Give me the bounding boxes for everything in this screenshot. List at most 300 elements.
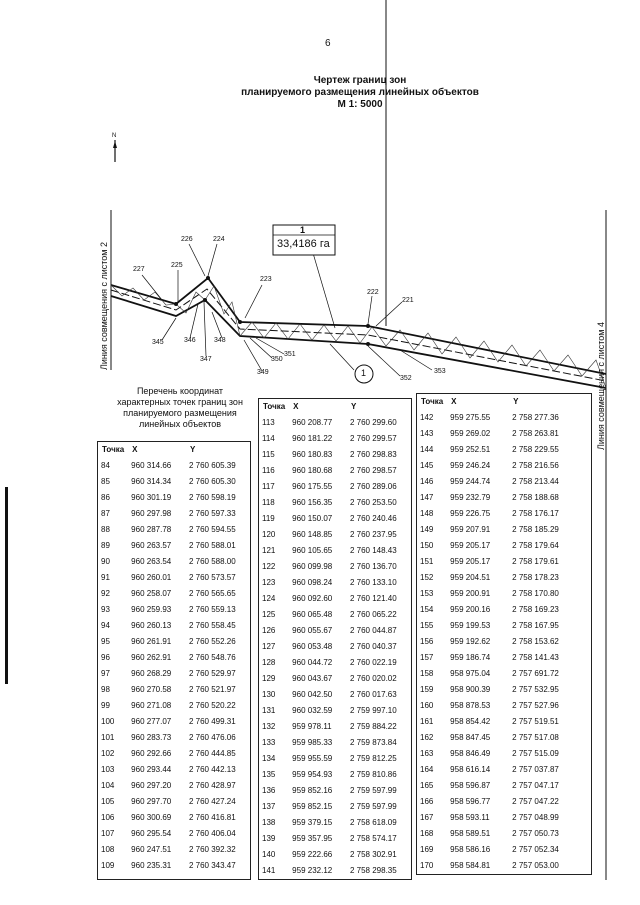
- table-row: [417, 681, 577, 697]
- table-row: [259, 798, 411, 814]
- x-coordinate-cell: 959 252.51: [450, 444, 491, 454]
- table-row: [259, 414, 411, 430]
- point-id-cell: 138: [262, 817, 276, 827]
- y-coordinate-cell: 2 758 170.80: [512, 588, 559, 598]
- x-coordinate-cell: 960 092.60: [292, 593, 333, 603]
- table-row: [417, 505, 577, 521]
- x-coordinate-cell: 958 900.39: [450, 684, 491, 694]
- point-id-cell: 102: [101, 748, 115, 758]
- y-coordinate-cell: 2 757 517.08: [512, 732, 559, 742]
- table-row: [98, 617, 250, 633]
- point-id-cell: 154: [420, 604, 434, 614]
- table-row: [259, 542, 411, 558]
- x-coordinate-cell: 960 301.19: [131, 492, 172, 502]
- table-row: [98, 473, 250, 489]
- table-row: [417, 841, 577, 857]
- x-coordinate-cell: 960 295.54: [131, 828, 172, 838]
- x-coordinate-cell: 959 357.95: [292, 833, 333, 843]
- table-row: [417, 649, 577, 665]
- y-coordinate-cell: 2 759 597.99: [349, 801, 397, 811]
- table-row: [417, 793, 577, 809]
- x-coordinate-cell: 960 148.85: [292, 529, 333, 539]
- y-coordinate-cell: 2 759 873.84: [349, 737, 397, 747]
- y-coordinate-cell: 2 758 178.23: [512, 572, 559, 582]
- point-id-cell: 120: [262, 529, 276, 539]
- point-id-cell: 118: [262, 497, 275, 507]
- table-row: [98, 841, 250, 857]
- right-matchline-label: Линия совмещения с листом 4: [596, 322, 606, 450]
- table-row: [259, 782, 411, 798]
- coordinates-table-2: [258, 398, 412, 880]
- y-coordinate-cell: 2 760 588.00: [188, 556, 236, 566]
- zone-callout-number: 1: [300, 225, 306, 235]
- x-coordinate-cell: 960 262.91: [131, 652, 172, 662]
- y-coordinate-cell: 2 760 588.01: [188, 540, 236, 550]
- x-coordinate-cell: 959 207.91: [450, 524, 491, 534]
- table-row: [98, 505, 250, 521]
- y-coordinate-cell: 2 760 594.55: [188, 524, 236, 534]
- y-coordinate-cell: 2 760 442.13: [188, 764, 236, 774]
- x-coordinate-cell: 958 586.16: [450, 844, 491, 854]
- table-row: [417, 553, 577, 569]
- y-coordinate-cell: 2 758 574.17: [349, 833, 397, 843]
- x-coordinate-cell: 959 955.59: [292, 753, 333, 763]
- table-row: [259, 494, 411, 510]
- table-row: [259, 622, 411, 638]
- table-row: [417, 777, 577, 793]
- point-label: 348: [214, 337, 226, 344]
- x-coordinate-cell: 959 244.74: [450, 476, 491, 486]
- point-id-cell: 125: [262, 609, 276, 619]
- point-id-cell: 140: [262, 849, 276, 859]
- point-222: [366, 324, 370, 328]
- x-coordinate-cell: 960 287.78: [131, 524, 172, 534]
- table-row: [417, 441, 577, 457]
- table-row: [417, 521, 577, 537]
- y-coordinate-cell: 2 760 605.30: [188, 476, 236, 486]
- drawing-title-line1: Чертеж границ зон: [313, 75, 407, 86]
- table-row: [98, 633, 250, 649]
- point-id-cell: 127: [262, 641, 276, 651]
- x-coordinate-cell: 959 199.53: [450, 620, 491, 630]
- table-row: [417, 617, 577, 633]
- y-coordinate-cell: 2 758 185.29: [512, 524, 559, 534]
- y-coordinate-cell: 2 760 427.24: [188, 796, 236, 806]
- x-coordinate-cell: 960 270.58: [131, 684, 172, 694]
- y-coordinate-cell: 2 760 040.37: [349, 641, 397, 651]
- table-row: [259, 574, 411, 590]
- y-coordinate-cell: 2 757 519.51: [512, 716, 559, 726]
- table-row: [259, 558, 411, 574]
- y-coordinate-cell: 2 760 298.83: [349, 449, 397, 459]
- y-coordinate-cell: 2 760 148.43: [349, 545, 397, 555]
- x-coordinate-cell: 960 044.72: [292, 657, 333, 667]
- point-id-cell: 166: [420, 796, 434, 806]
- table-row: [259, 846, 411, 862]
- point-id-cell: 106: [101, 812, 115, 822]
- x-coordinate-cell: 960 297.98: [131, 508, 172, 518]
- point-id-cell: 161: [420, 716, 434, 726]
- y-coordinate-cell: 2 760 298.57: [349, 465, 397, 475]
- coordinates-table-3: [416, 393, 592, 875]
- table-row: [259, 862, 411, 878]
- point-id-cell: 98: [101, 684, 110, 694]
- point-id-cell: 137: [262, 801, 276, 811]
- x-coordinate-cell: 960 268.29: [131, 668, 172, 678]
- point-id-cell: 158: [420, 668, 434, 678]
- point-id-cell: 109: [101, 860, 115, 870]
- point-id-cell: 93: [101, 604, 110, 614]
- y-coordinate-cell: 2 757 037.87: [512, 764, 559, 774]
- table-row: [417, 761, 577, 777]
- table-row: [259, 814, 411, 830]
- point-id-cell: 141: [262, 865, 276, 875]
- table-row: [417, 457, 577, 473]
- y-coordinate-cell: 2 760 428.97: [188, 780, 236, 790]
- point-id-cell: 128: [262, 657, 276, 667]
- table-row: [417, 729, 577, 745]
- col-x: X: [293, 402, 299, 411]
- table-row: [259, 526, 411, 542]
- table-row: [98, 681, 250, 697]
- point-id-cell: 156: [420, 636, 434, 646]
- x-coordinate-cell: 958 596.87: [450, 780, 491, 790]
- y-coordinate-cell: 2 758 302.91: [349, 849, 397, 859]
- point-id-cell: 139: [262, 833, 276, 843]
- zone-callout-area: 33,4186 га: [277, 238, 330, 250]
- point-id-cell: 147: [420, 492, 434, 502]
- col-x: X: [451, 397, 457, 406]
- point-id-cell: 157: [420, 652, 434, 662]
- table-row: [417, 409, 577, 425]
- point-id-cell: 143: [420, 428, 434, 438]
- tables-caption: [110, 386, 250, 430]
- x-coordinate-cell: 959 186.74: [450, 652, 491, 662]
- col-point: Точка: [263, 402, 286, 411]
- north-label: N: [112, 133, 117, 139]
- y-coordinate-cell: 2 758 298.35: [349, 865, 397, 875]
- point-id-cell: 155: [420, 620, 434, 630]
- point-id-cell: 167: [420, 812, 434, 822]
- y-coordinate-cell: 2 758 618.09: [349, 817, 397, 827]
- table-row: [259, 654, 411, 670]
- x-coordinate-cell: 959 200.16: [450, 604, 491, 614]
- point-id-cell: 96: [101, 652, 110, 662]
- point-id-cell: 144: [420, 444, 434, 454]
- y-coordinate-cell: 2 759 997.10: [349, 705, 397, 715]
- point-223: [238, 320, 242, 324]
- y-coordinate-cell: 2 760 520.22: [188, 700, 236, 710]
- point-id-cell: 108: [101, 844, 115, 854]
- point-id-cell: 101: [101, 732, 115, 742]
- table-row: [259, 734, 411, 750]
- y-coordinate-cell: 2 760 136.70: [349, 561, 397, 571]
- x-coordinate-cell: 958 593.11: [450, 812, 490, 822]
- table-row: [417, 745, 577, 761]
- table-row: [98, 697, 250, 713]
- y-coordinate-cell: 2 760 598.19: [188, 492, 236, 502]
- x-coordinate-cell: 960 180.68: [292, 465, 333, 475]
- point-id-cell: 163: [420, 748, 434, 758]
- table-row: [259, 510, 411, 526]
- col-y: Y: [189, 445, 196, 454]
- table-row: [417, 809, 577, 825]
- table-row: [98, 761, 250, 777]
- table-row: [417, 473, 577, 489]
- y-coordinate-cell: 2 757 691.72: [512, 668, 559, 678]
- x-coordinate-cell: 960 043.67: [292, 673, 333, 683]
- y-coordinate-cell: 2 758 213.44: [512, 476, 559, 486]
- y-coordinate-cell: 2 758 216.56: [512, 460, 559, 470]
- point-id-cell: 145: [420, 460, 434, 470]
- table-row: [259, 430, 411, 446]
- table-row: [417, 537, 577, 553]
- x-coordinate-cell: 960 042.50: [292, 689, 333, 699]
- point-label: 352: [400, 375, 412, 382]
- point-label: 226: [181, 236, 193, 243]
- point-id-cell: 90: [101, 556, 110, 566]
- table-row: [98, 457, 250, 473]
- x-coordinate-cell: 959 204.51: [450, 572, 491, 582]
- x-coordinate-cell: 960 150.07: [292, 513, 333, 523]
- y-coordinate-cell: 2 760 237.95: [349, 529, 397, 539]
- x-coordinate-cell: 959 200.91: [450, 588, 491, 598]
- x-coordinate-cell: 959 852.16: [292, 785, 333, 795]
- table-row: [259, 830, 411, 846]
- y-coordinate-cell: 2 760 597.33: [188, 508, 236, 518]
- x-coordinate-cell: 960 099.98: [292, 561, 333, 571]
- table-row: [98, 489, 250, 505]
- col-point: Точка: [421, 397, 444, 406]
- x-coordinate-cell: 959 269.02: [450, 428, 491, 438]
- y-coordinate-cell: 2 760 133.10: [349, 577, 397, 587]
- point-id-cell: 88: [101, 524, 110, 534]
- point-id-cell: 116: [262, 465, 275, 475]
- x-coordinate-cell: 959 205.17: [450, 540, 491, 550]
- y-coordinate-cell: 2 760 240.46: [349, 513, 397, 523]
- caption-line2: характерных точек границ зон: [117, 397, 243, 407]
- left-matchline-label: Линия совмещения с листом 2: [99, 242, 109, 370]
- table-row: [98, 713, 250, 729]
- table-row: [259, 702, 411, 718]
- north-arrowhead-icon: [113, 141, 117, 148]
- point-id-cell: 124: [262, 593, 276, 603]
- y-coordinate-cell: 2 760 299.57: [349, 433, 397, 443]
- col-y: Y: [513, 397, 519, 406]
- point-id-cell: 94: [101, 620, 110, 630]
- y-coordinate-cell: 2 760 548.76: [188, 652, 236, 662]
- point-label: 223: [260, 276, 272, 283]
- x-coordinate-cell: 960 235.31: [131, 860, 172, 870]
- x-coordinate-cell: 960 271.08: [131, 700, 172, 710]
- x-coordinate-cell: 960 283.73: [131, 732, 172, 742]
- y-coordinate-cell: 2 758 263.81: [512, 428, 559, 438]
- table-row: [417, 697, 577, 713]
- x-coordinate-cell: 959 379.15: [292, 817, 333, 827]
- x-coordinate-cell: 960 277.07: [131, 716, 172, 726]
- table-row: [259, 670, 411, 686]
- point-id-cell: 119: [262, 513, 275, 523]
- point-id-cell: 104: [101, 780, 115, 790]
- point-id-cell: 146: [420, 476, 434, 486]
- table-row: [259, 606, 411, 622]
- x-coordinate-cell: 960 260.13: [131, 620, 172, 630]
- x-coordinate-cell: 960 055.67: [292, 625, 333, 635]
- caption-line1: Перечень координат: [136, 386, 224, 396]
- y-coordinate-cell: 2 760 343.47: [188, 860, 236, 870]
- point-225: [174, 302, 178, 306]
- y-coordinate-cell: 2 758 176.17: [512, 508, 559, 518]
- x-coordinate-cell: 960 208.77: [292, 417, 333, 427]
- point-label: 221: [402, 297, 414, 304]
- table-row: [98, 745, 250, 761]
- x-coordinate-cell: 958 878.53: [450, 700, 491, 710]
- point-id-cell: 105: [101, 796, 115, 806]
- y-coordinate-cell: 2 760 416.81: [188, 812, 236, 822]
- y-coordinate-cell: 2 760 406.04: [188, 828, 236, 838]
- point-id-cell: 97: [101, 668, 110, 678]
- point-352: [366, 342, 370, 346]
- y-coordinate-cell: 2 757 050.73: [512, 828, 559, 838]
- drawing-scale: М 1: 5000: [337, 99, 383, 110]
- table-row: [98, 857, 250, 873]
- col-x: X: [132, 445, 138, 454]
- x-coordinate-cell: 958 584.81: [450, 860, 491, 870]
- point-id-cell: 129: [262, 673, 276, 683]
- coordinates-table-1: [97, 441, 251, 880]
- point-id-cell: 117: [262, 481, 275, 491]
- x-coordinate-cell: 960 297.20: [131, 780, 172, 790]
- x-coordinate-cell: 960 300.69: [131, 812, 172, 822]
- y-coordinate-cell: 2 760 565.65: [188, 588, 236, 598]
- y-coordinate-cell: 2 757 053.00: [512, 860, 559, 870]
- table-row: [98, 569, 250, 585]
- point-id-cell: 151: [420, 556, 434, 566]
- x-coordinate-cell: 960 261.91: [131, 636, 172, 646]
- x-coordinate-cell: 960 247.51: [131, 844, 172, 854]
- y-coordinate-cell: 2 758 277.36: [512, 412, 559, 422]
- point-id-cell: 169: [420, 844, 434, 854]
- point-label: 350: [271, 356, 283, 363]
- point-id-cell: 126: [262, 625, 276, 635]
- point-label: 225: [171, 262, 183, 269]
- x-coordinate-cell: 959 985.33: [292, 737, 333, 747]
- x-coordinate-cell: 959 232.79: [450, 492, 491, 502]
- y-coordinate-cell: 2 757 527.96: [512, 700, 559, 710]
- x-coordinate-cell: 958 854.42: [450, 716, 491, 726]
- y-coordinate-cell: 2 758 153.62: [512, 636, 559, 646]
- x-coordinate-cell: 960 263.54: [131, 556, 172, 566]
- table-row: [417, 425, 577, 441]
- x-coordinate-cell: 960 292.66: [131, 748, 172, 758]
- caption-line3: планируемого размещения: [123, 408, 237, 418]
- table-row: [259, 718, 411, 734]
- point-id-cell: 153: [420, 588, 434, 598]
- y-coordinate-cell: 2 760 392.32: [188, 844, 236, 854]
- table-row: [417, 569, 577, 585]
- point-id-cell: 162: [420, 732, 434, 742]
- point-id-cell: 89: [101, 540, 110, 550]
- y-coordinate-cell: 2 760 065.22: [349, 609, 397, 619]
- y-coordinate-cell: 2 760 573.57: [188, 572, 236, 582]
- x-coordinate-cell: 960 263.57: [131, 540, 172, 550]
- y-coordinate-cell: 2 758 169.23: [512, 604, 559, 614]
- point-label: 353: [434, 368, 446, 375]
- point-id-cell: 114: [262, 433, 275, 443]
- point-346: [203, 298, 207, 302]
- table-row: [98, 777, 250, 793]
- y-coordinate-cell: 2 760 559.13: [188, 604, 236, 614]
- y-coordinate-cell: 2 760 017.63: [349, 689, 397, 699]
- table-row: [98, 793, 250, 809]
- point-id-cell: 142: [420, 412, 434, 422]
- margin-bar: [5, 487, 8, 684]
- table-row: [98, 729, 250, 745]
- point-id-cell: 91: [101, 572, 110, 582]
- point-id-cell: 135: [262, 769, 276, 779]
- x-coordinate-cell: 959 978.11: [292, 721, 332, 731]
- y-coordinate-cell: 2 760 552.26: [188, 636, 236, 646]
- point-id-cell: 149: [420, 524, 434, 534]
- y-coordinate-cell: 2 758 167.95: [512, 620, 559, 630]
- table-row: [259, 638, 411, 654]
- table-row: [98, 665, 250, 681]
- x-coordinate-cell: 958 847.45: [450, 732, 491, 742]
- y-coordinate-cell: 2 759 812.25: [349, 753, 397, 763]
- point-label: 346: [184, 337, 196, 344]
- table-row: [98, 537, 250, 553]
- point-label: 224: [213, 236, 225, 243]
- point-label: 222: [367, 289, 379, 296]
- table-row: [417, 665, 577, 681]
- table-row: [259, 750, 411, 766]
- y-coordinate-cell: 2 760 299.60: [349, 417, 397, 427]
- y-coordinate-cell: 2 758 229.55: [512, 444, 559, 454]
- x-coordinate-cell: 960 293.44: [131, 764, 172, 774]
- point-id-cell: 84: [101, 460, 110, 470]
- x-coordinate-cell: 960 260.01: [131, 572, 172, 582]
- y-coordinate-cell: 2 760 476.06: [188, 732, 236, 742]
- point-id-cell: 134: [262, 753, 276, 763]
- drawing-title-line2: планируемого размещения линейных объектов: [241, 87, 479, 98]
- table-row: [417, 825, 577, 841]
- y-coordinate-cell: 2 758 188.68: [512, 492, 559, 502]
- x-coordinate-cell: 959 954.93: [292, 769, 333, 779]
- table-row: [259, 478, 411, 494]
- y-coordinate-cell: 2 757 047.22: [512, 796, 559, 806]
- y-coordinate-cell: 2 760 444.85: [188, 748, 236, 758]
- point-id-cell: 107: [101, 828, 115, 838]
- point-id-cell: 159: [420, 684, 434, 694]
- point-id-cell: 86: [101, 492, 110, 502]
- point-id-cell: 150: [420, 540, 434, 550]
- point-id-cell: 170: [420, 860, 434, 870]
- y-coordinate-cell: 2 760 121.40: [349, 593, 397, 603]
- point-id-cell: 136: [262, 785, 276, 795]
- x-coordinate-cell: 958 616.14: [450, 764, 491, 774]
- y-coordinate-cell: 2 760 289.06: [349, 481, 397, 491]
- table-row: [98, 553, 250, 569]
- y-coordinate-cell: 2 759 884.22: [349, 721, 397, 731]
- y-coordinate-cell: 2 760 022.19: [349, 657, 397, 667]
- point-id-cell: 99: [101, 700, 110, 710]
- x-coordinate-cell: 960 098.24: [292, 577, 333, 587]
- zone-marker-label: 1: [361, 368, 367, 378]
- x-coordinate-cell: 960 105.65: [292, 545, 333, 555]
- point-id-cell: 130: [262, 689, 276, 699]
- y-coordinate-cell: 2 758 179.61: [512, 556, 559, 566]
- table-row: [259, 462, 411, 478]
